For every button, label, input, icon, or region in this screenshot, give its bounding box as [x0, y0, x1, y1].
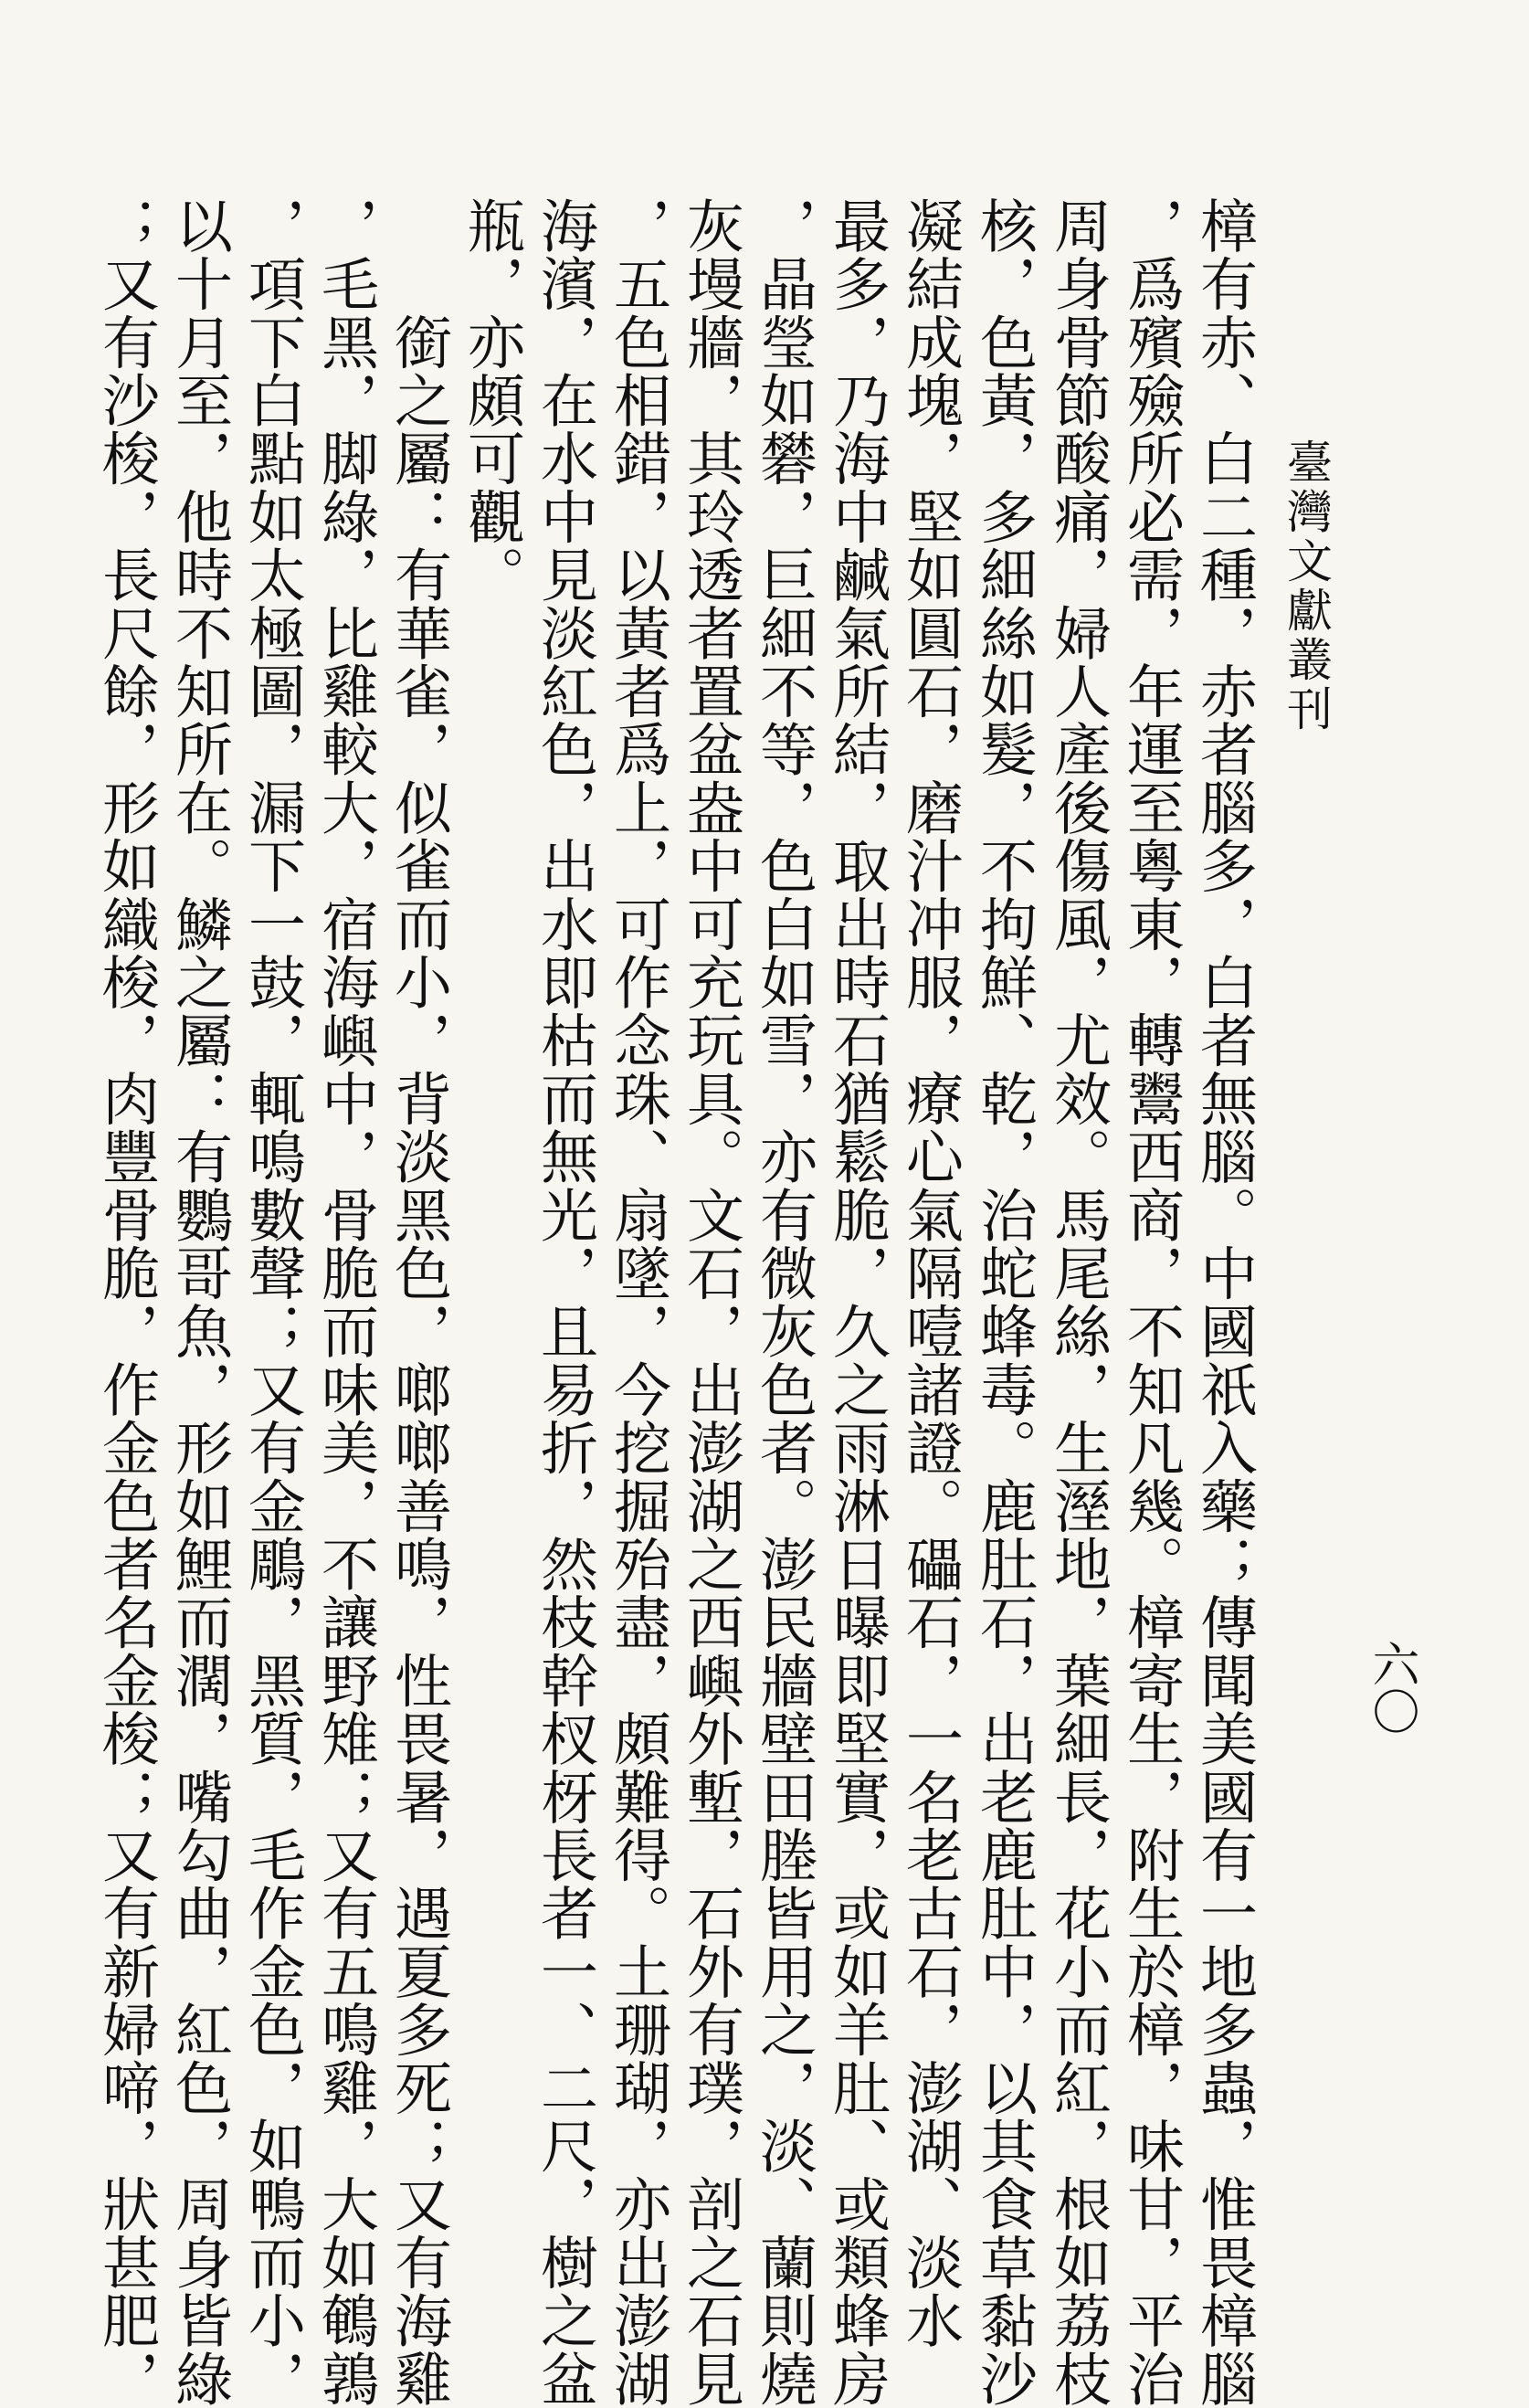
page-number: 六〇: [1364, 1640, 1418, 1735]
text-column: 海濱，在水中見淡紅色，出水即枯而無光，且易折，然枝幹杈枒長者一、二尺，樹之盆: [532, 196, 598, 2408]
text-column: ，項下白點如太極圖，漏下一鼓，輒鳴數聲；又有金鵰，黑質，毛作金色，如鴨而小，: [239, 196, 306, 2408]
text-column: ，爲殯殮所必需，年運至粵東，轉鬻西商，不知凡幾。樟寄生，附生於樟，味甘，平治: [1118, 196, 1185, 2408]
text-column: ，五色相錯，以黃者爲上，可作念珠、扇墜，今挖掘殆盡，頗難得。土珊瑚，亦出澎湖: [605, 196, 671, 2408]
text-column: ，毛黑，脚綠，比雞較大，宿海嶼中，骨脆而味美，不讓野雉；又有五鳴雞，大如鵪鶉: [312, 196, 379, 2408]
text-column: 樟有赤、白二種，赤者腦多，白者無腦。中國祇入藥；傳聞美國有一地多蟲，惟畏樟腦: [1191, 196, 1258, 2408]
text-column: 以十月至，他時不知所在。鱗之屬：有鸚哥魚，形如鯉而濶，嘴勾曲，紅色，周身皆綠: [166, 196, 233, 2408]
text-column: 凝結成塊，堅如圓石，磨汁冲服，療心氣隔噎諸證。礧石，一名老古石，澎湖、淡水: [897, 196, 964, 2350]
text-column: 核，色黃，多細絲如髮，不拘鮮、乾，治蛇蜂毒。鹿肚石，出老鹿肚中，以其食草黏沙: [971, 196, 1038, 2408]
text-column: ，晶瑩如礬，巨細不等，色白如雪，亦有微灰色者。澎民牆壁田塍皆用之，淡、蘭則燒: [751, 196, 817, 2408]
running-head: 臺灣文獻叢刊: [1280, 438, 1333, 734]
text-column: 銜之屬：有華雀，似雀而小，背淡黑色，啷啷善鳴，性畏暑，遇夏多死；又有海雞: [385, 196, 452, 2408]
text-column: 瓶，亦頗可觀。: [459, 196, 525, 604]
text-column: ；又有沙梭，長尺餘，形如織梭，肉豐骨脆，作金色者名金梭；又有新婦啼，狀甚肥，: [93, 196, 160, 2408]
text-column: 灰墁牆，其玲透者置盆盎中可充玩具。文石，出澎湖之西嶼外塹，石外有璞，剖之石見: [678, 196, 744, 2408]
text-column: 最多，乃海中鹹氣所結，取出時石猶鬆脆，久之雨淋日曝即堅實，或如羊肚、或類蜂房: [824, 196, 891, 2408]
text-column: 周身骨節酸痛，婦人產後傷風，尤效。馬尾絲，生溼地，葉細長，花小而紅，根如荔枝: [1045, 196, 1112, 2408]
